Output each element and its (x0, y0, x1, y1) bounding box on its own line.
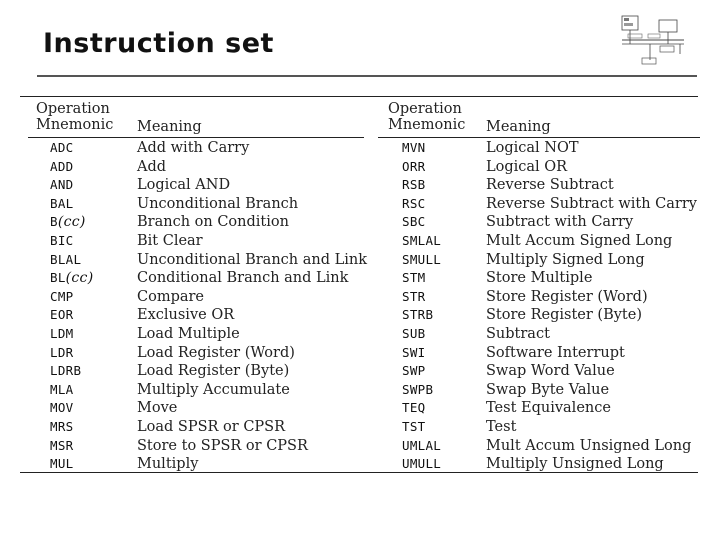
mnemonic-cell (50, 381, 73, 400)
mnemonic-text: SBC (402, 214, 426, 230)
table-row (370, 344, 698, 363)
table-row (370, 158, 698, 177)
table-row (370, 381, 698, 400)
meaning-cell: Logical OR (486, 158, 568, 175)
mnemonic-text: UMULL (402, 456, 442, 472)
mnemonic-text: BAL (50, 195, 74, 211)
table-row (370, 195, 698, 214)
table-row (370, 269, 698, 288)
mnemonic-cell (50, 399, 73, 418)
mnemonic-cell (402, 232, 441, 251)
meaning-cell: Store Register (Byte) (486, 307, 642, 324)
mnemonic-cell (50, 344, 73, 363)
mnemonic-text: SWP (402, 363, 426, 379)
meaning-cell: Reverse Subtract with Carry (486, 195, 697, 212)
table-row (20, 399, 370, 418)
table-row (20, 176, 370, 195)
table-row (370, 362, 698, 381)
mnemonic-cell (50, 158, 73, 177)
table-row (370, 232, 698, 251)
mnemonic-text: MSR (50, 437, 74, 453)
table-row (370, 437, 698, 456)
meaning-cell: Reverse Subtract (486, 177, 614, 194)
table-left-column (20, 101, 370, 473)
mnemonic-text: ADC (50, 140, 74, 155)
meaning-cell: Swap Byte Value (486, 381, 610, 398)
mnemonic-cell (50, 195, 73, 214)
meaning-cell: Mult Accum Unsigned Long (486, 437, 692, 454)
table-row (370, 288, 698, 307)
mnemonic-text: ORR (402, 158, 426, 174)
mnemonic-text: STR (402, 288, 426, 304)
meaning-cell: Unconditional Branch (137, 195, 299, 212)
mnemonic-text: MRS (50, 418, 74, 434)
mnemonic-text: RSB (402, 177, 426, 193)
meaning-cell: Bit Clear (137, 232, 203, 249)
meaning-cell: Swap Word Value (486, 363, 615, 380)
table-row (370, 306, 698, 325)
mnemonic-cell (402, 344, 425, 363)
title-underline (37, 75, 697, 77)
table-row (20, 251, 370, 270)
meaning-cell: Add (137, 158, 167, 175)
mnemonic-text: LDR (50, 344, 74, 360)
meaning-cell: Store to SPSR or CPSR (137, 437, 308, 454)
mnemonic-cell (402, 251, 441, 270)
table-row (20, 418, 370, 437)
table-row (20, 344, 370, 363)
meaning-cell: Subtract with Carry (486, 214, 634, 231)
mnemonic-cell (402, 139, 425, 158)
mnemonic-cell (50, 418, 73, 437)
mnemonic-text: MUL (50, 456, 74, 472)
meaning-cell: Mult Accum Signed Long (486, 232, 673, 249)
meaning-cell: Load Register (Word) (137, 344, 295, 361)
mnemonic-cell (402, 213, 425, 232)
slide-title: Instruction set (43, 28, 274, 59)
mnemonic-cell (402, 362, 425, 381)
table-rows-right (370, 139, 698, 474)
mnemonic-text: SWI (402, 344, 426, 360)
mnemonic-text: TST (402, 418, 426, 434)
table-row (20, 158, 370, 177)
mnemonic-cell (50, 455, 73, 474)
mnemonic-cell (50, 213, 86, 232)
header-mnemonic-label: Mnemonic (36, 117, 114, 133)
table-row (370, 325, 698, 344)
header-operation-label: Operation (388, 101, 462, 117)
meaning-cell: Load Multiple (137, 325, 240, 342)
mnemonic-cell (402, 325, 425, 344)
mnemonic-cell (50, 325, 73, 344)
mnemonic-text: MLA (50, 381, 74, 397)
meaning-cell: Exclusive OR (137, 307, 235, 324)
mnemonic-text: TEQ (402, 400, 426, 416)
mnemonic-text: MVN (402, 140, 426, 155)
mnemonic-text: LDM (50, 325, 74, 341)
table-row (370, 399, 698, 418)
header-divider (378, 137, 700, 138)
mnemonic-cell (402, 399, 425, 418)
mnemonic-text: AND (50, 177, 74, 193)
mnemonic-text: BLAL (50, 251, 82, 267)
header-meaning-label: Meaning (486, 119, 551, 135)
mnemonic-text: CMP (50, 288, 74, 304)
mnemonic-cell (50, 362, 81, 381)
mnemonic-cell (402, 455, 441, 474)
meaning-cell: Multiply Signed Long (486, 251, 645, 268)
mnemonic-text: UMLAL (402, 437, 442, 453)
meaning-cell: Multiply (137, 456, 199, 473)
mnemonic-text: SMLAL (402, 232, 442, 248)
table-row (20, 195, 370, 214)
table-rows-left (20, 139, 370, 474)
header-operation-mnemonic (36, 101, 136, 133)
system-block-diagram-icon (620, 14, 686, 66)
meaning-cell: Software Interrupt (486, 344, 625, 361)
mnemonic-text: LDRB (50, 363, 82, 379)
mnemonic-cell (50, 288, 73, 307)
table-row (20, 362, 370, 381)
meaning-cell: Logical NOT (486, 140, 579, 156)
meaning-cell: Unconditional Branch and Link (137, 251, 367, 268)
table-row (370, 251, 698, 270)
mnemonic-text: EOR (50, 307, 74, 323)
table-row (370, 139, 698, 158)
mnemonic-cell (50, 232, 73, 251)
header-operation-label: Operation (36, 101, 110, 117)
meaning-cell: Add with Carry (137, 140, 250, 156)
mnemonic-text: B (50, 214, 58, 230)
table-header-right (370, 101, 698, 135)
table-row (20, 232, 370, 251)
meaning-cell: Subtract (486, 325, 550, 342)
mnemonic-text: BIC (50, 232, 74, 248)
mnemonic-cell (50, 251, 81, 270)
mnemonic-text: BL (50, 270, 66, 286)
mnemonic-cell (50, 269, 93, 288)
header-divider (28, 137, 364, 138)
meaning-cell: Store Register (Word) (486, 288, 648, 305)
meaning-cell: Logical AND (137, 177, 231, 194)
mnemonic-text: SUB (402, 325, 426, 341)
mnemonic-text: MOV (50, 400, 74, 416)
table-row (370, 176, 698, 195)
meaning-cell: Multiply Accumulate (137, 381, 290, 398)
meaning-cell: Load SPSR or CPSR (137, 418, 286, 435)
mnemonic-cell (402, 381, 433, 400)
meaning-cell: Load Register (Byte) (137, 363, 290, 380)
mnemonic-cell (50, 176, 73, 195)
header-meaning-label: Meaning (137, 119, 202, 135)
meaning-cell: Test (486, 418, 517, 435)
table-row (20, 437, 370, 456)
meaning-cell: Move (137, 400, 178, 417)
table-row (20, 381, 370, 400)
mnemonic-text: SMULL (402, 251, 442, 267)
table-right-column (370, 101, 698, 473)
mnemonic-cell (50, 139, 73, 158)
mnemonic-cell (402, 176, 425, 195)
meaning-cell: Test Equivalence (486, 400, 611, 417)
meaning-cell: Conditional Branch and Link (137, 270, 349, 287)
header-operation-mnemonic (388, 101, 488, 133)
header-mnemonic-label: Mnemonic (388, 117, 466, 133)
mnemonic-text: STM (402, 270, 426, 286)
table-row (20, 139, 370, 158)
table-row (370, 455, 698, 474)
table-row (20, 455, 370, 474)
table-row (370, 213, 698, 232)
table-row (370, 418, 698, 437)
mnemonic-text: ADD (50, 158, 74, 174)
mnemonic-cell (402, 306, 433, 325)
mnemonic-text: STRB (402, 307, 434, 323)
meaning-cell: Branch on Condition (137, 214, 289, 231)
mnemonic-cell (402, 158, 425, 177)
mnemonic-text: SWPB (402, 381, 434, 397)
meaning-cell: Compare (137, 288, 205, 305)
table-row (20, 288, 370, 307)
table-row (20, 269, 370, 288)
mnemonic-cell (402, 269, 425, 288)
condition-suffix: (cc) (65, 270, 94, 287)
table-row (20, 213, 370, 232)
mnemonic-cell (402, 418, 425, 437)
mnemonic-cell (402, 437, 441, 456)
meaning-cell: Store Multiple (486, 270, 593, 287)
table-row (20, 306, 370, 325)
mnemonic-cell (402, 195, 425, 214)
mnemonic-text: RSC (402, 195, 426, 211)
mnemonic-cell (402, 288, 425, 307)
instruction-table (20, 96, 698, 473)
table-row (20, 325, 370, 344)
mnemonic-cell (50, 306, 73, 325)
condition-suffix: (cc) (57, 214, 86, 231)
meaning-cell: Multiply Unsigned Long (486, 456, 664, 473)
table-header-left (20, 101, 370, 135)
mnemonic-cell (50, 437, 73, 456)
